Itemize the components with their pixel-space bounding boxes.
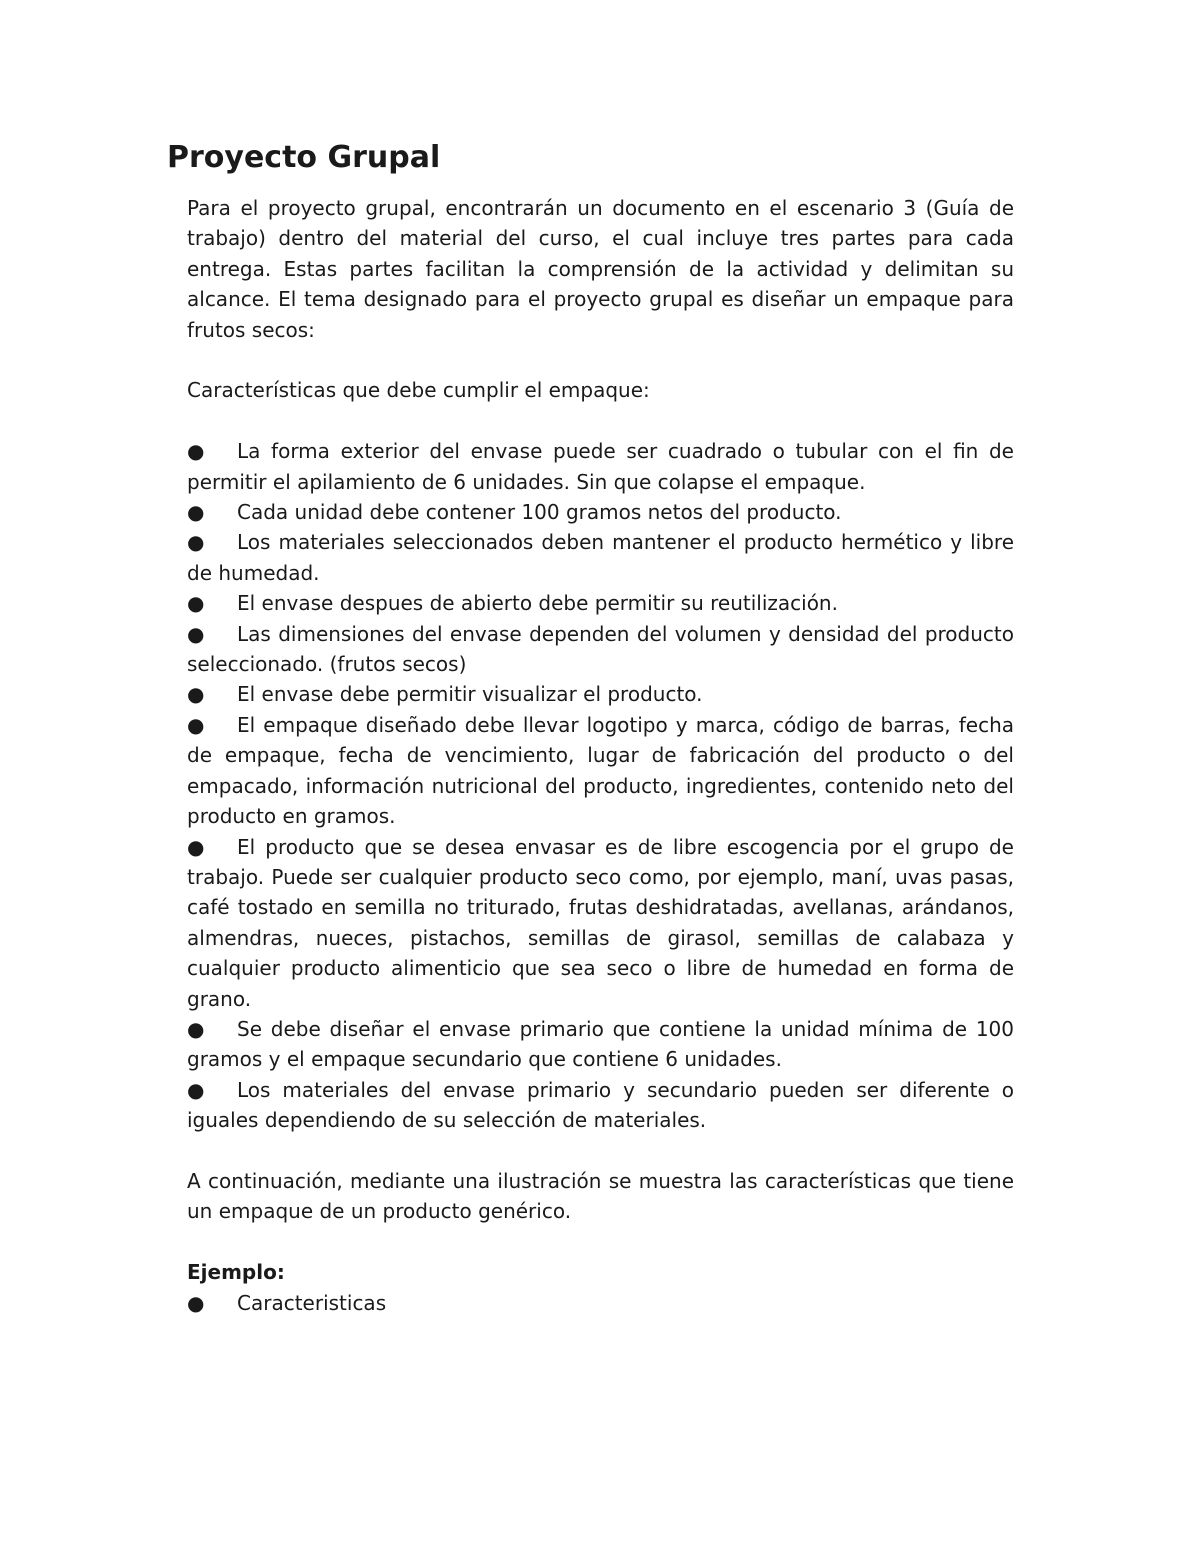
- list-item: [187, 710, 1014, 832]
- list-item: [187, 1014, 1014, 1075]
- list-item: [187, 436, 1014, 497]
- list-item-text: Cada unidad debe contener 100 gramos netos del producto.: [237, 500, 842, 525]
- list-item-text: Los materiales seleccionados deben mantener el producto hermético y libre de humedad.: [187, 530, 1014, 585]
- bullet-icon: ●: [187, 621, 205, 646]
- bullet-icon: ●: [187, 500, 205, 525]
- bullet-icon: ●: [187, 1077, 205, 1102]
- bullet-icon: ●: [187, 530, 205, 555]
- bullet-icon: ●: [187, 682, 205, 707]
- list-item-text: Los materiales del envase primario y secundario pueden ser diferente o iguales dependiendo de su selección de materiales.: [187, 1077, 1014, 1133]
- example-heading: Ejemplo:: [187, 1260, 285, 1285]
- bullet-icon: ●: [187, 712, 205, 737]
- spacer: [187, 406, 1014, 436]
- page-title: Proyecto Grupal: [167, 140, 441, 175]
- spacer: [187, 345, 1014, 375]
- list-item: [187, 588, 1014, 618]
- list-item-text: Caracteristicas: [237, 1290, 387, 1315]
- list-item: [187, 1288, 1014, 1318]
- list-item: [187, 679, 1014, 709]
- list-item: [187, 497, 1014, 527]
- bullet-icon: ●: [187, 1016, 205, 1041]
- list-item-text: El envase despues de abierto debe permitir su reutilización.: [237, 591, 838, 616]
- document-body: [187, 193, 1014, 1318]
- example-list: [187, 1288, 1014, 1318]
- list-item-text: Se debe diseñar el envase primario que contiene la unidad mínima de 100 gramos y el empaque secundario que contiene 6 unidades.: [187, 1016, 1014, 1072]
- intro-paragraph: Para el proyecto grupal, encontrarán un documento en el escenario 3 (Guía de trabajo) dentro del material del curso, el cual incluye tres partes para cada entrega. Estas partes facilitan la comprensión de la actividad y delimitan su alcance. El tema designado para el proyecto grupal es diseñar un empaque para frutos secos:: [187, 196, 1014, 342]
- list-item: [187, 527, 1014, 588]
- list-item: [187, 832, 1014, 1014]
- list-item: [187, 619, 1014, 680]
- spacer: [187, 1227, 1014, 1257]
- bullet-icon: ●: [187, 834, 205, 859]
- list-item-text: Las dimensiones del envase dependen del volumen y densidad del producto seleccionado. (frutos secos): [187, 621, 1014, 677]
- bullet-icon: ●: [187, 1290, 205, 1315]
- list-item-text: El empaque diseñado debe llevar logotipo y marca, código de barras, fecha de empaque, fecha de vencimiento, lugar de fabricación del producto o del empacado, información nutricional del producto, ingredientes, contenido neto del producto en gramos.: [187, 712, 1014, 829]
- list-item-text: El producto que se desea envasar es de libre escogencia por el grupo de trabajo. Puede ser cualquier producto seco como, por ejemplo, maní, uvas pasas, café tostado en semilla no triturado, frutas deshidratadas, avellanas, arándanos, almendras, nueces, pistachos, semillas de girasol, semillas de calabaza y cualquier producto alimenticio que sea seco o libre de humedad en forma de grano.: [187, 834, 1014, 1011]
- list-item: [187, 1075, 1014, 1136]
- bullet-icon: ●: [187, 591, 205, 616]
- characteristics-heading: Características que debe cumplir el empaque:: [187, 378, 650, 403]
- bullet-icon: ●: [187, 439, 205, 464]
- characteristics-list: [187, 436, 1014, 1135]
- list-item-text: La forma exterior del envase puede ser cuadrado o tubular con el fin de permitir el apilamiento de 6 unidades. Sin que colapse el empaque.: [187, 439, 1014, 494]
- list-item-text: El envase debe permitir visualizar el producto.: [237, 682, 703, 707]
- illustration-paragraph: A continuación, mediante una ilustración se muestra las características que tiene un empaque de un producto genérico.: [187, 1168, 1014, 1224]
- spacer: [187, 1136, 1014, 1166]
